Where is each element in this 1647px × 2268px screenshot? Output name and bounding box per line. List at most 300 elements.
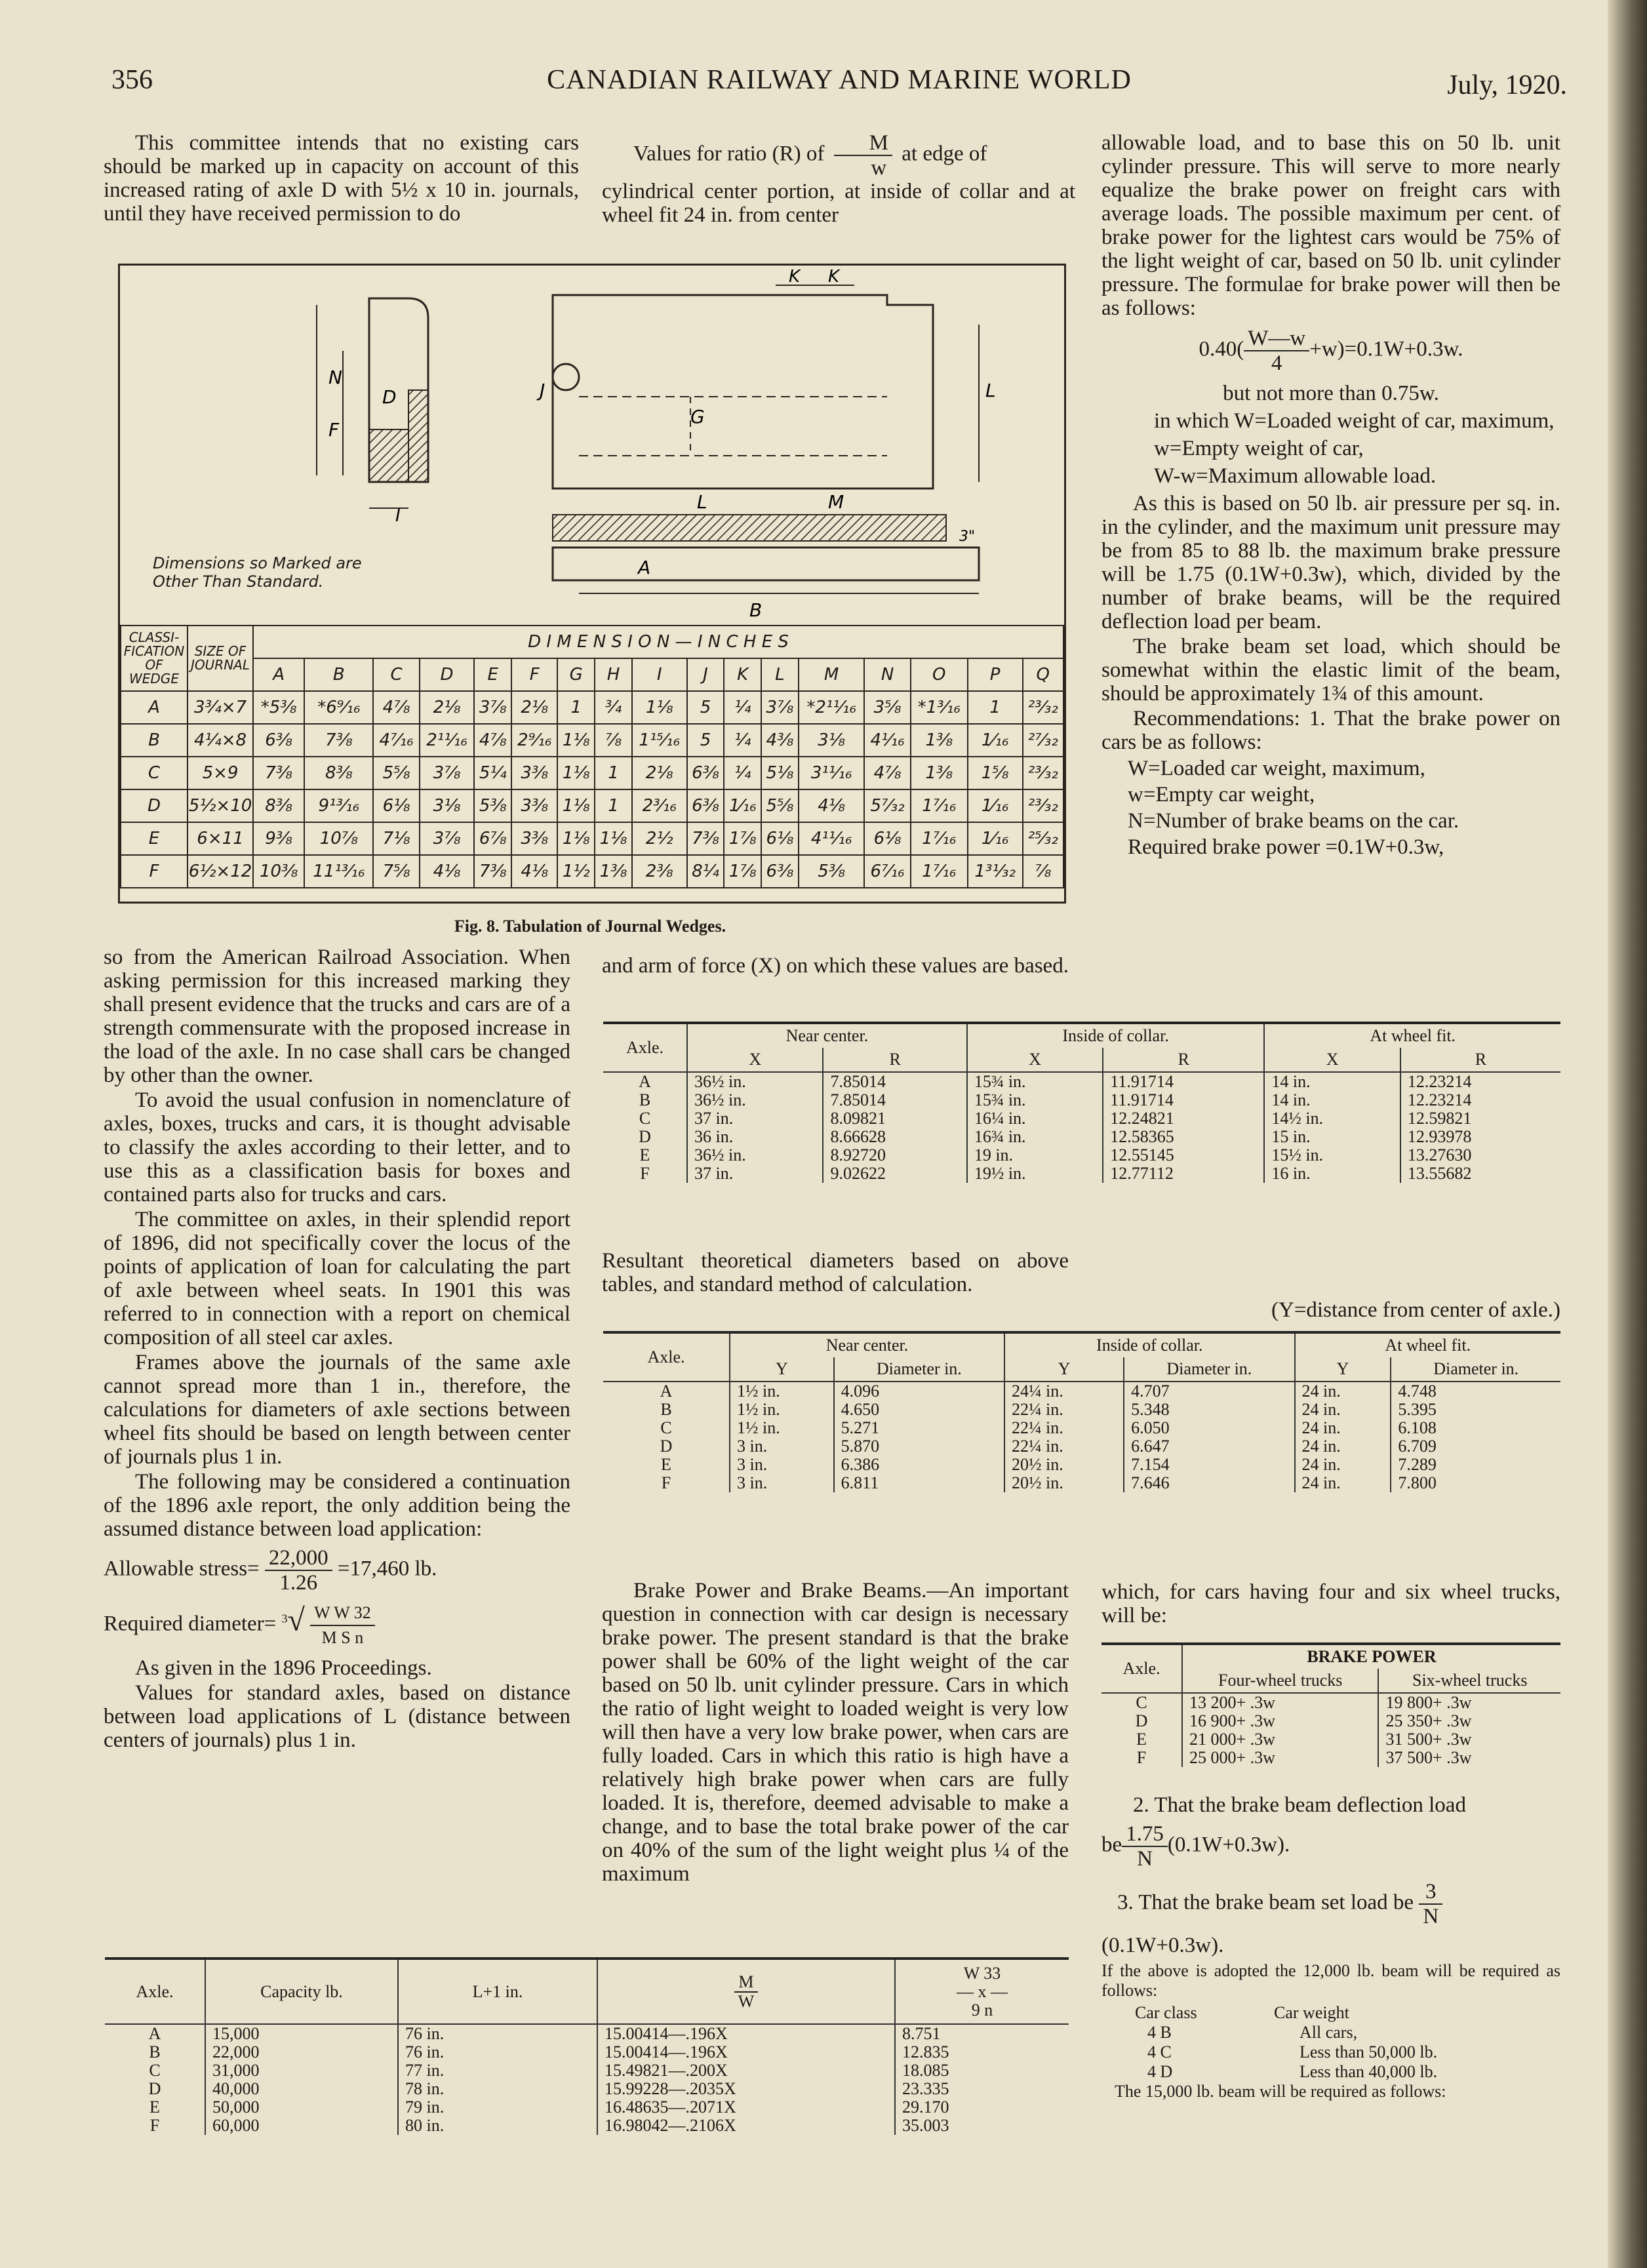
col1-top (104, 131, 579, 227)
table-cell: 7.646 (1124, 1474, 1294, 1492)
dimension-letter-c: C (373, 658, 419, 691)
dimension-value: ²⁷⁄₃₂ (1023, 724, 1064, 757)
definition: W=Loaded car weight, maximum, (1128, 757, 1425, 780)
group-header: Near center. (730, 1332, 1004, 1357)
dimension-value: 3⅛ (799, 724, 865, 757)
table-cell: 16¾ in. (967, 1128, 1103, 1146)
table-cell: 19½ in. (967, 1164, 1103, 1183)
table-cell: 15.00414—.196X (597, 2043, 895, 2061)
figure-note: Dimensions so Marked are Other Than Standard. (153, 554, 362, 591)
table-cell: 15,000 (205, 2024, 398, 2043)
dimension-letter-q: Q (1023, 658, 1064, 691)
table-cell: 8.66628 (823, 1128, 966, 1146)
diameter-row (603, 1437, 1560, 1456)
dimension-value: 1 (595, 789, 632, 822)
dimension-letter-i: I (632, 658, 687, 691)
table-cell: 36½ in. (687, 1091, 823, 1109)
axle-table-body (105, 2024, 1069, 2135)
paragraph: which, for cars having four and six wheel trucks, will be: (1101, 1580, 1560, 1627)
table-cell: 12.23214 (1400, 1091, 1560, 1109)
definition: w=Empty car weight, (1128, 783, 1315, 806)
dimension-value: 5¼ (474, 757, 511, 789)
wedge-row (121, 789, 1063, 822)
table-cell: 6.811 (834, 1474, 1004, 1492)
dimension-value: *5⅜ (253, 691, 304, 724)
table-cell: 8.751 (895, 2024, 1069, 2043)
table-cell: 12.835 (895, 2043, 1069, 2061)
svg-text:A: A (638, 557, 651, 578)
ratio-row (603, 1146, 1560, 1164)
journal-size: 4¼×8 (188, 724, 253, 757)
table-cell: 37 500+ .3w (1378, 1749, 1560, 1767)
axle-letter: B (149, 2042, 161, 2061)
dimension-value: 6⁷⁄₁₆ (864, 855, 910, 888)
ratio-row (603, 1091, 1560, 1109)
table-cell: 14 in. (1264, 1091, 1400, 1109)
table-cell: 15¾ in. (967, 1091, 1103, 1109)
svg-text:F: F (328, 419, 340, 441)
table-cell: 25 350+ .3w (1378, 1712, 1560, 1730)
dimension-letter-p: P (968, 658, 1023, 691)
axle-letter: D (639, 1127, 651, 1146)
dimension-value: 2⅜ (632, 855, 687, 888)
table-cell: 4.707 (1124, 1382, 1294, 1401)
table-cell: 60,000 (205, 2117, 398, 2135)
axle-letter: A (603, 1382, 730, 1401)
axle-letter: F (640, 1164, 650, 1183)
table-cell: 37 in. (687, 1109, 823, 1128)
table-cell: 21 000+ .3w (1182, 1730, 1378, 1749)
axle-letter: F (661, 1473, 671, 1492)
issue-date: July, 1920. (1447, 70, 1567, 100)
dimension-value: 10⅞ (304, 822, 373, 855)
diameter-table (603, 1331, 1560, 1492)
dimension-value: 9⅜ (253, 822, 304, 855)
table-cell: 24 in. (1295, 1419, 1391, 1437)
table-cell: 24 in. (1295, 1437, 1391, 1456)
dimension-value: 1⅜ (911, 757, 968, 789)
dimension-value: 1 (595, 757, 632, 789)
dimension-letter-a: A (253, 658, 304, 691)
dimension-value: 2⅛ (420, 691, 475, 724)
required-diameter-formula: Required diameter= $^3$√ $\frac{\text{W W 32}}{\text{M S n}}$ (104, 1601, 570, 1650)
table-cell: 79 in. (398, 2098, 597, 2117)
dimension-value: 1⅛ (557, 757, 595, 789)
table-cell: 18.085 (895, 2061, 1069, 2080)
table-cell: 31,000 (205, 2061, 398, 2080)
brake-row (1101, 1749, 1560, 1767)
wedge-row (121, 724, 1063, 757)
paragraph: so from the American Railroad Association. When asking permission for this increased marking they shall present evidence that the trucks and cars are of a strength commensurate with the proposed increase in the load of the axle. In no case shall cars be changed by other than the owner. (104, 945, 570, 1087)
six-wheel-header: Six-wheel trucks (1378, 1669, 1560, 1693)
dimension-value: 1 (557, 691, 595, 724)
table-cell: 12.58365 (1103, 1128, 1264, 1146)
table-cell: 14 in. (1264, 1072, 1400, 1091)
journal-size: 5½×10 (188, 789, 253, 822)
dimension-value: 5⅝ (373, 757, 419, 789)
table-cell: 12.77112 (1103, 1164, 1264, 1183)
brake-table-body (1101, 1693, 1560, 1767)
dimension-value: ¼ (724, 757, 761, 789)
r-header: R (823, 1048, 966, 1072)
dimension-value: 1⁄₁₆ (968, 724, 1023, 757)
axle-header: Axle. (105, 1959, 205, 2024)
dimension-value: 8⅜ (253, 789, 304, 822)
table-cell: 36 in. (687, 1128, 823, 1146)
table-cell: 3 in. (730, 1456, 834, 1474)
table-cell: 5.870 (834, 1437, 1004, 1456)
group-header: At wheel fit. (1295, 1332, 1560, 1357)
table-cell: 6.709 (1391, 1437, 1560, 1456)
table-cell: 13.55682 (1400, 1164, 1560, 1183)
dimension-value: *6⁹⁄₁₆ (304, 691, 373, 724)
dimension-value: 7⅜ (253, 757, 304, 789)
definition: W-w=Maximum allowable load. (1154, 464, 1437, 488)
dimension-value: 1⅛ (557, 724, 595, 757)
dimension-letter-f: F (511, 658, 557, 691)
journal-size: 6×11 (188, 822, 253, 855)
table-cell: 20½ in. (1004, 1456, 1124, 1474)
dimension-value: 1¹⁵⁄₁₆ (632, 724, 687, 757)
y-note: (Y=distance from center of axle.) (1271, 1298, 1560, 1322)
table-cell: 5.348 (1124, 1401, 1294, 1419)
table-cell: 7.85014 (823, 1072, 966, 1091)
group-header: Inside of collar. (1004, 1332, 1295, 1357)
dimension-letter-k: K (724, 658, 761, 691)
axle-letter: F (149, 2116, 160, 2135)
capacity-header: Capacity lb. (205, 1959, 398, 2024)
dimension-value: 9¹³⁄₁₆ (304, 789, 373, 822)
ratio-table (603, 1022, 1560, 1183)
dimension-value: 11¹³⁄₁₆ (304, 855, 373, 888)
journal-title: CANADIAN RAILWAY AND MARINE WORLD (547, 65, 1132, 95)
table-cell: 22¼ in. (1004, 1437, 1124, 1456)
table-cell: 12.93978 (1400, 1128, 1560, 1146)
dimension-letter-d: D (420, 658, 475, 691)
paragraph: Frames above the journals of the same axle cannot spread more than 1 in., therefore, the calculations for diameters of axle sections between wheel fits should be based on length between center of journals plus 1 in. (104, 1351, 570, 1469)
page-gutter (1608, 0, 1647, 2268)
allowable-stress-formula: Allowable stress= $\frac{22,000}{1.26}$ =17,460 lb. (104, 1546, 437, 1595)
table-cell: 8.92720 (823, 1146, 966, 1164)
dimension-letter-g: G (557, 658, 595, 691)
table-cell: 3 in. (730, 1474, 834, 1492)
table-cell: 4.650 (834, 1401, 1004, 1419)
axle-header: Axle. (1101, 1644, 1182, 1693)
axle-row (105, 2061, 1069, 2080)
svg-text:3": 3" (959, 528, 976, 545)
dimension-value: 7⅝ (373, 855, 419, 888)
dimension-value: 7⅛ (373, 822, 419, 855)
dimension-value: ¾ (595, 691, 632, 724)
table-cell: 8.09821 (823, 1109, 966, 1128)
table-cell: 36½ in. (687, 1146, 823, 1164)
table-cell: 22¼ in. (1004, 1401, 1124, 1419)
paragraph: The following may be considered a continuation of the 1896 axle report, the only addition being the assumed distance between load application: (104, 1470, 570, 1541)
dimension-value: ⅞ (1023, 855, 1064, 888)
axle-letter: A (603, 1072, 687, 1091)
dimension-letter-n: N (864, 658, 910, 691)
axle-letter: E (149, 2098, 160, 2117)
dimension-value: 8⅜ (304, 757, 373, 789)
m-over-w-header: $\frac{M}{W}$ (597, 1959, 895, 2024)
dimension-value: 3⅜ (511, 789, 557, 822)
dimension-value: 1⁄₁₆ (724, 789, 761, 822)
table-cell: 1½ in. (730, 1401, 834, 1419)
y-header: Y (730, 1357, 834, 1382)
table-cell: 16¼ in. (967, 1109, 1103, 1128)
table-cell: 36½ in. (687, 1072, 823, 1091)
table-cell: 6.386 (834, 1456, 1004, 1474)
table-cell: 24 in. (1295, 1401, 1391, 1419)
dimension-header: D I M E N S I O N — I N C H E S (253, 626, 1063, 658)
dimension-value: 1⅛ (557, 822, 595, 855)
wedge-row (121, 822, 1063, 855)
dimension-value: 6⅜ (761, 855, 799, 888)
resultant-text (602, 1249, 1069, 1298)
dimension-value: 4⅞ (373, 691, 419, 724)
paragraph: If the above is adopted the 12,000 lb. beam will be required as follows: (1101, 1961, 1560, 2000)
brake-formula: 0.40( $\frac{W—w}{4}$ +w)=0.1W+0.3w. (1199, 327, 1463, 375)
col2-top (602, 131, 1075, 228)
paragraph: As given in the 1896 Proceedings. (135, 1656, 432, 1680)
table-cell: 15¾ in. (967, 1072, 1103, 1091)
paragraph: Resultant theoretical diameters based on above tables, and standard method of calculation. (602, 1249, 1069, 1296)
dimension-value: ²³⁄₃₂ (1023, 757, 1064, 789)
dimension-value: ¼ (724, 724, 761, 757)
dimension-value: 5 (687, 691, 724, 724)
journal-size: 6½×12 (188, 855, 253, 888)
paragraph: As this is based on 50 lb. air pressure per sq. in. in the cylinder, and the maximum unit pressure may be from 85 to 88 lb. the maximum brake pressure will be 1.75 (0.1W+0.3w), which, divided by the number of brake beams, will be the required deflection load per beam. (1101, 492, 1560, 633)
axle-letter: E (661, 1455, 671, 1474)
length-header: L+1 in. (398, 1959, 597, 2024)
dimension-value: 4¹¹⁄₁₆ (799, 822, 865, 855)
table-cell: 35.003 (895, 2117, 1069, 2135)
table-cell: 12.55145 (1103, 1146, 1264, 1164)
ratio-row (603, 1164, 1560, 1183)
table-cell: 24 in. (1295, 1474, 1391, 1492)
definition: w=Empty weight of car, (1154, 437, 1364, 460)
dimension-value: 1½ (557, 855, 595, 888)
dimension-value: 4⅛ (511, 855, 557, 888)
dimension-value: 2³⁄₁₆ (632, 789, 687, 822)
svg-text:B: B (749, 599, 763, 621)
figure-8 (118, 264, 1066, 904)
y-header: Y (1004, 1357, 1124, 1382)
dimension-letter-e: E (474, 658, 511, 691)
dimension-value: 1⅛ (632, 691, 687, 724)
table-cell: 15½ in. (1264, 1146, 1400, 1164)
car-weight-header: Car weight (1274, 2003, 1349, 2022)
dimension-value: 1⅜ (595, 855, 632, 888)
ratio-fraction: $\frac{M}{w}$ (834, 131, 892, 180)
dimension-value: 4⅛ (420, 855, 475, 888)
size-header: SIZE OF JOURNAL (188, 626, 253, 691)
r-header: R (1103, 1048, 1264, 1072)
wedge-row (121, 757, 1063, 789)
dimension-letter-j: J (687, 658, 724, 691)
journal-size: 3¾×7 (188, 691, 253, 724)
diameter-header: Diameter in. (1124, 1357, 1294, 1382)
axle-row (105, 2098, 1069, 2117)
col3-end (1101, 1793, 1560, 2101)
table-cell: 19 800+ .3w (1378, 1693, 1560, 1712)
ratio-table-body (603, 1072, 1560, 1183)
dimension-value: 4⅛ (799, 789, 865, 822)
axle-row (105, 2080, 1069, 2098)
dimension-value: 1⅜ (911, 724, 968, 757)
dimension-value: 1⅝ (968, 757, 1023, 789)
table-cell: 29.170 (895, 2098, 1069, 2117)
dimension-value: 1⁷⁄₁₆ (911, 855, 968, 888)
dimension-value: 7⅜ (687, 822, 724, 855)
wedge-class: A (121, 691, 188, 724)
deflection-formula: be $\frac{1.75}{N}$ (0.1W+0.3w). (1101, 1822, 1290, 1871)
dimension-value: 1³¹⁄₃₂ (968, 855, 1023, 888)
dimension-value: 3¹¹⁄₁₆ (799, 757, 865, 789)
dimension-value: 7⅜ (474, 855, 511, 888)
wedge-row (121, 691, 1063, 724)
table-cell: 15.49821—.200X (597, 2061, 895, 2080)
table-cell: 24¼ in. (1004, 1382, 1124, 1401)
table-cell: 6.050 (1124, 1419, 1294, 1437)
svg-text:N: N (328, 367, 342, 388)
dimension-value: 4⁷⁄₁₆ (373, 724, 419, 757)
dimension-value: 5⅜ (474, 789, 511, 822)
paragraph: Values for standard axles, based on distance between load applications of L (distance between centers of journals) plus 1 in. (104, 1681, 570, 1752)
wedge-class: F (121, 855, 188, 888)
diameter-row (603, 1474, 1560, 1492)
axle-letter: C (660, 1418, 672, 1437)
paragraph: cylindrical center portion, at inside of collar and at wheel fit 24 in. from center (602, 180, 1075, 227)
dimension-value: 3⅝ (864, 691, 910, 724)
definition: N=Number of brake beams on the car. (1128, 809, 1459, 833)
table-cell: 6.647 (1124, 1437, 1294, 1456)
dimension-value: 6⅛ (373, 789, 419, 822)
dimension-value: 3⅞ (761, 691, 799, 724)
table-cell: 5.395 (1391, 1401, 1560, 1419)
wedge-row (121, 855, 1063, 888)
group-header: At wheel fit. (1264, 1023, 1560, 1048)
text: (0.1W+0.3w). (1101, 1934, 1224, 1957)
text: The 15,000 lb. beam will be required as follows: (1115, 2082, 1446, 2101)
paragraph: This committee intends that no existing cars should be marked up in capacity on account of this increased rating of axle D with 5½ x 10 in. journals, until they have received permission to do (104, 131, 579, 226)
dimension-value: 8¼ (687, 855, 724, 888)
col1-body (104, 945, 570, 1753)
dimension-value: 1⁷⁄₁₆ (911, 789, 968, 822)
table-cell: 50,000 (205, 2098, 398, 2117)
diameter-row (603, 1456, 1560, 1474)
brake-power-table (1101, 1642, 1560, 1767)
table-cell: 37 in. (687, 1164, 823, 1183)
axle-letter: B (639, 1090, 651, 1109)
dimension-letter-m: M (799, 658, 865, 691)
dimension-letter-h: H (595, 658, 632, 691)
dimension-value: 1 (968, 691, 1023, 724)
axle-letter: A (105, 2024, 205, 2043)
dimension-value: 4⅞ (864, 757, 910, 789)
table-cell: 78 in. (398, 2080, 597, 2098)
brake-row (1101, 1712, 1560, 1730)
wedge-table-body (121, 691, 1063, 888)
table-cell: 76 in. (398, 2043, 597, 2061)
svg-text:L: L (697, 491, 707, 513)
beam-class-table: Car class Car weight 4 B All cars, 4 C Less than 50,000 lb. 4 D Less than 40,000 lb. (1135, 2003, 1438, 2081)
wedge-class: D (121, 789, 188, 822)
paragraph: Recommendations: 1. That the brake power on cars be as follows: (1101, 707, 1560, 754)
w-ratio-header: W 33 — x — 9 n (895, 1959, 1069, 2024)
table-cell: 15.00414—.196X (597, 2024, 895, 2043)
dimension-value: 2⅛ (511, 691, 557, 724)
svg-text:M: M (828, 491, 844, 513)
group-header: Inside of collar. (967, 1023, 1265, 1048)
wedge-class: B (121, 724, 188, 757)
table-cell: 14½ in. (1264, 1109, 1400, 1128)
axle-row (105, 2117, 1069, 2135)
dimension-value: 3⅜ (511, 757, 557, 789)
dimension-value: 1⁷⁄₁₆ (911, 822, 968, 855)
dimension-value: 3⅞ (420, 822, 475, 855)
table-cell: 25 000+ .3w (1182, 1749, 1378, 1767)
text: Values for ratio (R) of (633, 142, 825, 166)
dimension-value: 3⅞ (420, 757, 475, 789)
page-header (111, 58, 1567, 104)
dimension-value: 6⅜ (253, 724, 304, 757)
table-cell: 13 200+ .3w (1182, 1693, 1378, 1712)
table-cell: 16 in. (1264, 1164, 1400, 1183)
dimension-value: 5⅜ (799, 855, 865, 888)
table-cell: 4.748 (1391, 1382, 1560, 1401)
paragraph: Brake Power and Brake Beams.—An important question in connection with car design is necessary brake power. The present standard is that the brake power shall be 60% of the light weight of the car based on 50 lb. unit cylinder pressure. Cars in which the ratio of light weight to loaded weight is very low will then have a very low brake power, when cars are fully loaded. Cars in which this ratio is high have a relatively high brake power when cars are fully loaded. It is, therefore, deemed advisable to make a change, and to base the total brake power of the car on 40% of the sum of the light weight plus ¼ of the maximum (602, 1579, 1069, 1886)
paragraph: To avoid the usual confusion in nomenclature of axles, boxes, trucks and cars, it is thought advisable to classify the axles according to their letter, and to use this as a classification basis for boxes and contained parts also for trucks and cars. (104, 1088, 570, 1206)
classification-header: CLASSI-FICATION OF WEDGE (121, 626, 188, 691)
x-header: X (1264, 1048, 1400, 1072)
axle-capacity-table (105, 1957, 1069, 2135)
table-cell: 15.99228—.2035X (597, 2080, 895, 2098)
table-cell: 1½ in. (730, 1382, 834, 1401)
ratio-row (603, 1128, 1560, 1146)
wedge-class: E (121, 822, 188, 855)
axle-letter: E (1136, 1730, 1147, 1749)
table-cell: 1½ in. (730, 1419, 834, 1437)
journal-wedge-table (120, 625, 1064, 888)
paragraph: The brake beam set load, which should be somewhat within the elastic limit of the beam, should be approximately 1¾ of this amount. (1101, 635, 1560, 706)
table-cell: 31 500+ .3w (1378, 1730, 1560, 1749)
table-cell: 5.271 (834, 1419, 1004, 1437)
col3 (1101, 131, 1560, 862)
diameter-row (603, 1401, 1560, 1419)
svg-text:K: K (789, 267, 801, 287)
axle-letter: D (1135, 1711, 1148, 1730)
table-cell: 12.23214 (1400, 1072, 1560, 1091)
ratio-row (603, 1109, 1560, 1128)
brake-power-header: BRAKE POWER (1182, 1644, 1560, 1669)
table-cell: 77 in. (398, 2061, 597, 2080)
table-cell: 22¼ in. (1004, 1419, 1124, 1437)
axle-letter: D (148, 2079, 161, 2098)
x-header: X (967, 1048, 1103, 1072)
set-load-formula: 3. That the brake beam set load be $\frac{3}{N}$ (1117, 1880, 1560, 1928)
svg-text:I: I (395, 506, 401, 526)
dimension-letter-o: O (911, 658, 968, 691)
dimension-value: 6⅛ (761, 822, 799, 855)
brake-power-article (602, 1579, 1069, 1887)
table-cell: 13.27630 (1400, 1146, 1560, 1164)
axle-letter: E (639, 1145, 650, 1164)
dimension-value: 5⅝ (761, 789, 799, 822)
axle-header: Axle. (603, 1332, 730, 1382)
table-cell: 24 in. (1295, 1382, 1391, 1401)
dimension-value: 3⅛ (420, 789, 475, 822)
